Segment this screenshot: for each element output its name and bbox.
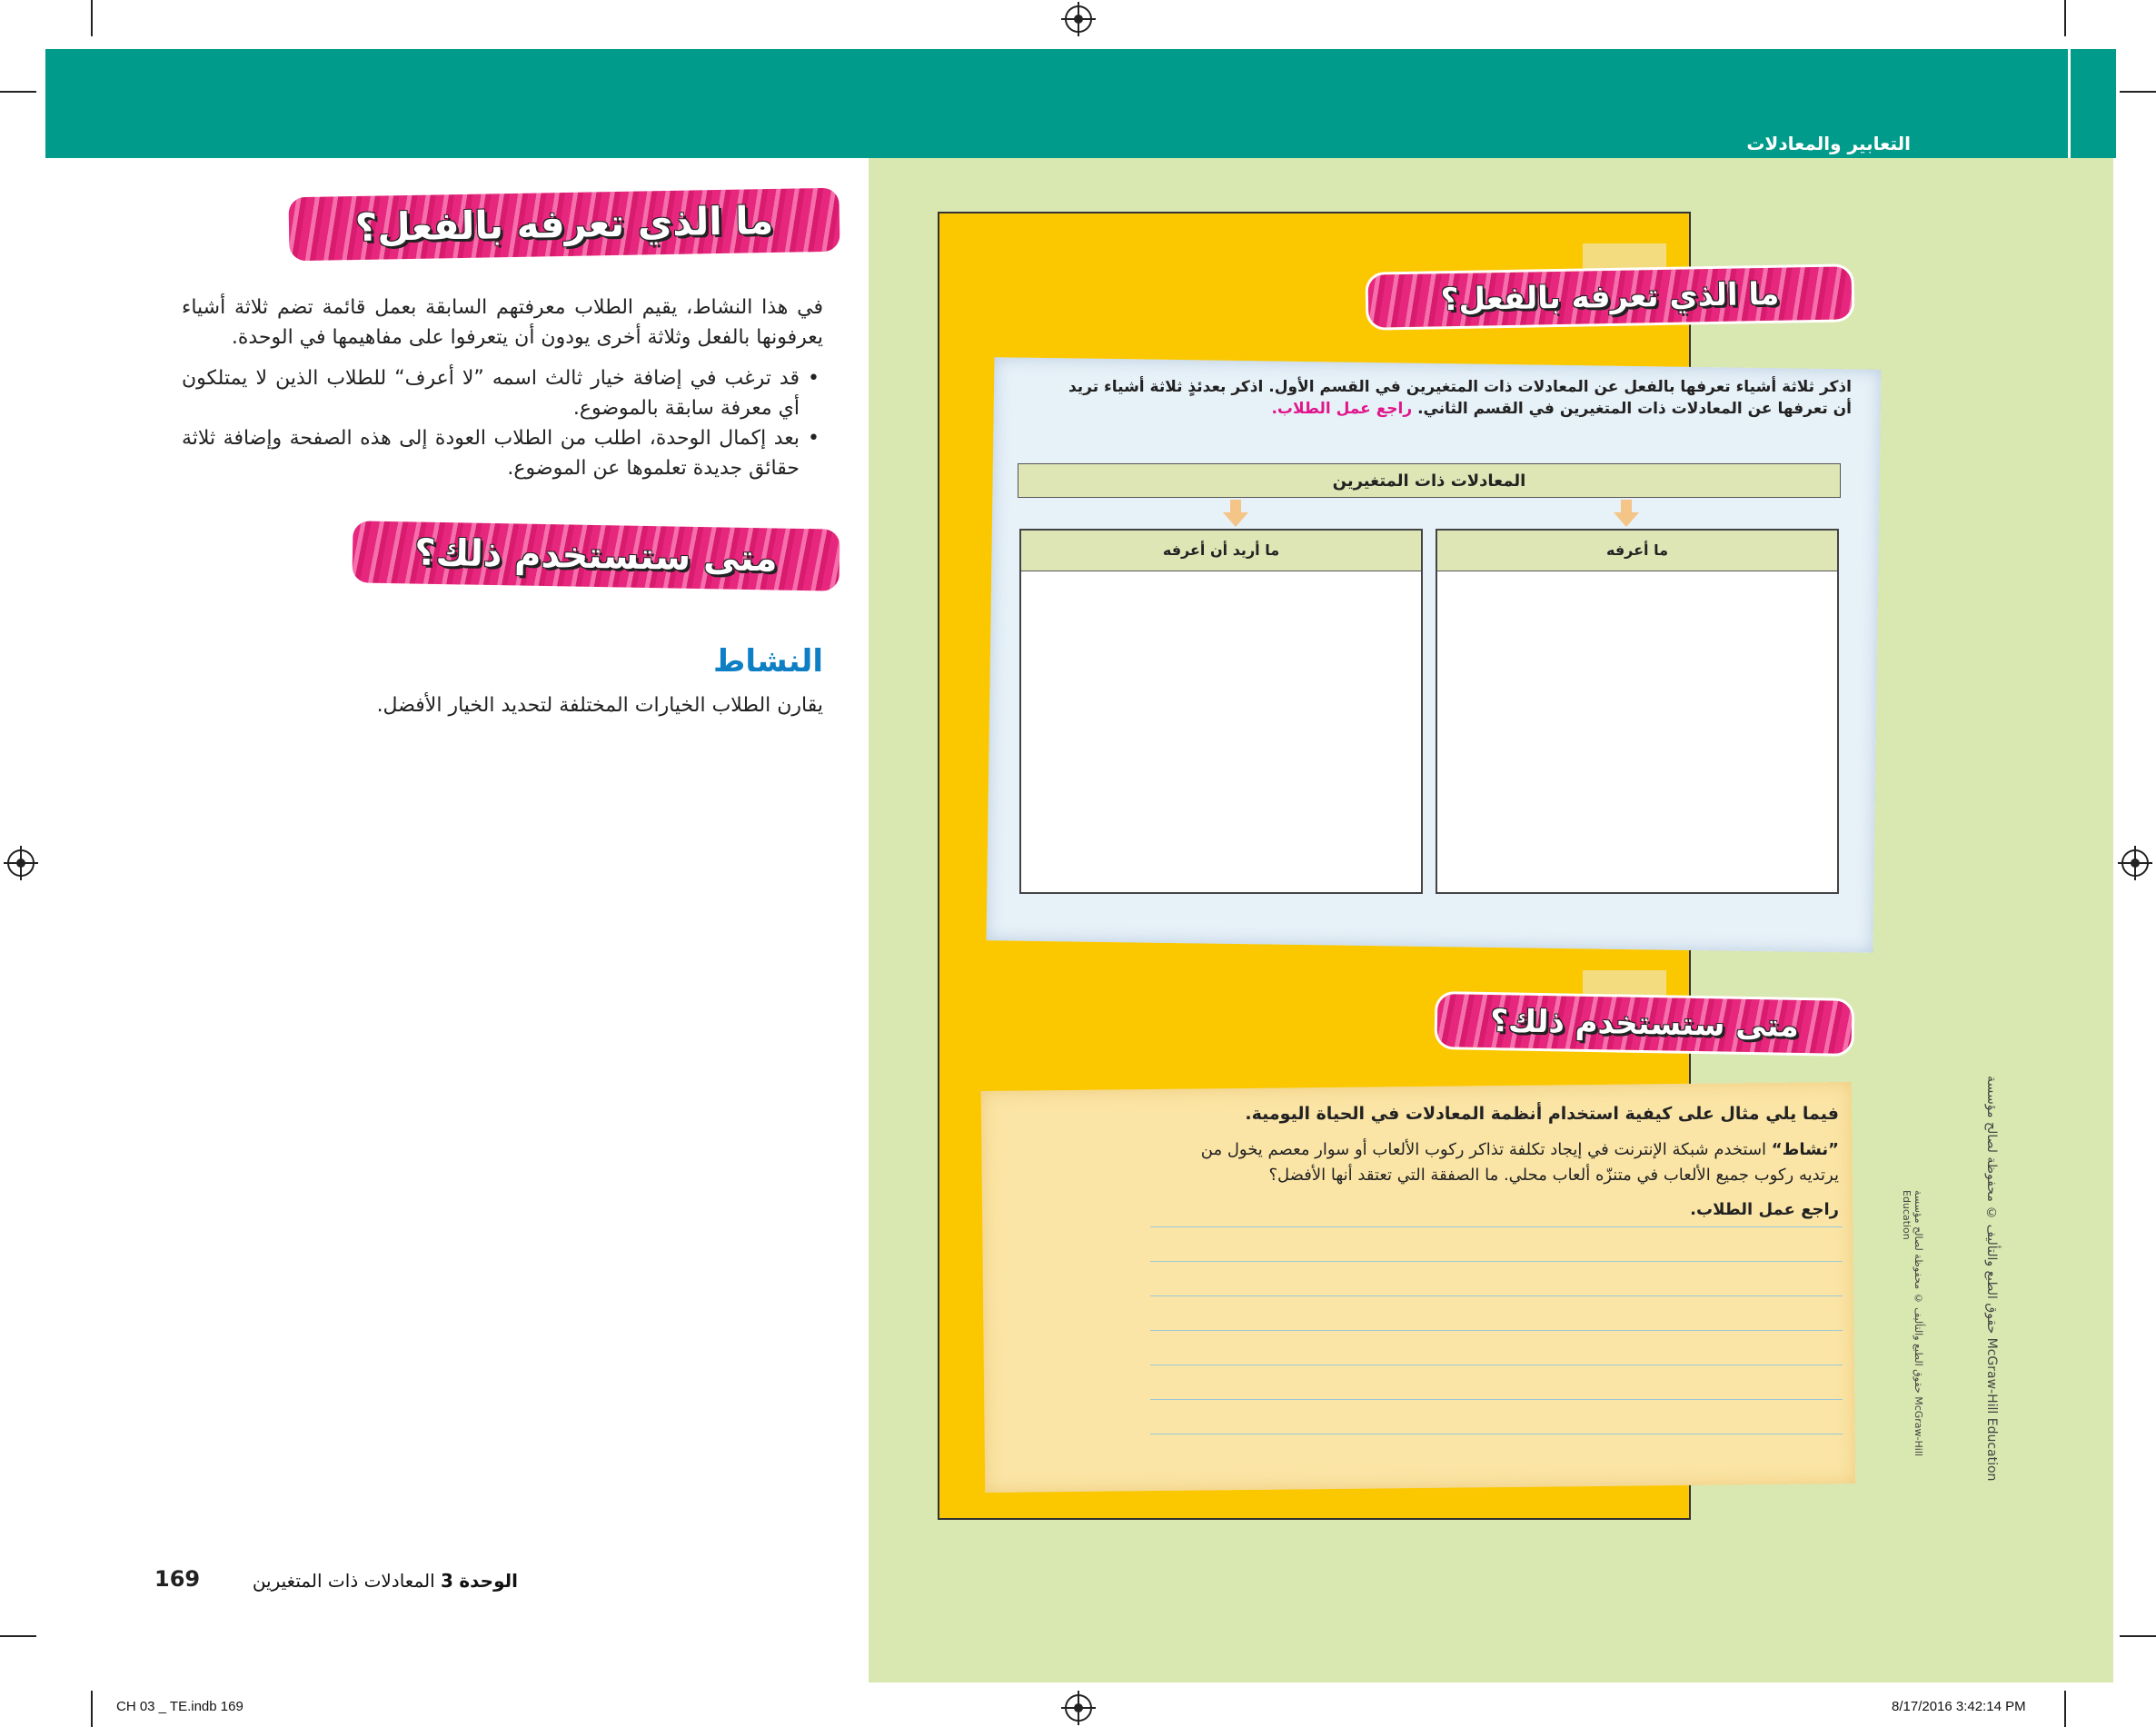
unit-label: الوحدة <box>459 1570 518 1592</box>
activity-label: ”نشاط“ <box>1771 1140 1839 1159</box>
instructions-text: اذكر ثلاثة أشياء تعرفها بالفعل عن المعادلات ذات المتغيرين في القسم الأول. اذكر بعدئذٍ ثلاثة أشياء تريد أن تعرفها عن المعادلات ذات المتغيرين في القسم الثاني. <box>1068 378 1852 418</box>
slug-date: 8/17/2016 3:42:14 PM <box>1892 1699 2026 1714</box>
student-banner-what-you-know: ما الذي تعرفه بالفعل؟ <box>1368 266 1853 327</box>
know-want-instructions <box>1054 376 1852 420</box>
student-copyright: حقوق الطبع والتأليف © محفوظة لصالح مؤسسة McGraw-Hill Education <box>1901 1190 1924 1456</box>
answer-line <box>1150 1226 1843 1227</box>
crop-mark <box>2064 0 2066 36</box>
crop-mark <box>91 0 93 36</box>
answer-note: راجع عمل الطلاب. <box>1690 1200 1839 1219</box>
registration-mark-icon <box>7 849 35 877</box>
banner-when-use: متى ستستخدم ذلك؟ <box>352 521 840 591</box>
arrow-icon <box>1621 500 1632 512</box>
crop-mark <box>2120 91 2156 93</box>
want-column-header: ما أريد أن أعرفه <box>1021 531 1421 571</box>
registration-mark-icon <box>1065 1694 1092 1722</box>
registration-mark-icon <box>2121 849 2149 877</box>
example-activity <box>1172 1137 1839 1188</box>
intro-paragraph: في هذا النشاط، يقيم الطلاب معرفتهم السابقة بعمل قائمة تضم ثلاثة أشياء يعرفونها بالفعل وثلاثة أخرى يودون أن يتعرفوا على مفاهيمها في الوحدة. <box>182 296 823 349</box>
student-banner-when-use: متى ستستخدم ذلك؟ <box>1437 994 1853 1054</box>
activity-heading: النشاط <box>713 643 823 680</box>
slug-file: CH 03 _ TE.indb 169 <box>116 1699 243 1714</box>
topic-strip: المعادلات ذات المتغيرين <box>1018 463 1841 498</box>
unit-title: المعادلات ذات المتغيرين <box>252 1570 435 1592</box>
bullet-text: بعد إكمال الوحدة، اطلب من الطلاب العودة إلى هذه الصفحة وإضافة ثلاثة حقائق جديدة تعلموها عن الموضوع. <box>182 427 800 480</box>
activity-text: يقارن الطلاب الخيارات المختلفة لتحديد الخيار الأفضل. <box>376 694 823 717</box>
answer-line <box>1150 1399 1843 1400</box>
answer-line <box>1150 1295 1843 1296</box>
unit-number: 3 <box>441 1570 453 1592</box>
want-column <box>1019 529 1423 894</box>
crop-mark <box>2120 1635 2156 1637</box>
crop-mark <box>0 1635 36 1637</box>
footer-unit <box>154 1570 518 1592</box>
arrow-down-icon <box>1223 512 1248 527</box>
activity-text: استخدم شبكة الإنترنت في إيجاد تكلفة تذاكر ركوب الألعاب أو سوار معصم يخول من يرتديه ركوب جميع الألعاب في متنزّه ألعاب محلي. ما الصفقة التي تعتقد أنها الأفضل؟ <box>1200 1140 1839 1185</box>
bullet-dot-icon: • <box>808 367 820 390</box>
chapter-title: التعابير والمعادلات <box>1746 133 1911 154</box>
know-column <box>1436 529 1839 894</box>
bullet-item <box>182 423 820 483</box>
bullet-text: قد ترغب في إضافة خيار ثالث اسمه ”لا أعرف“ للطلاب الذين لا يمتلكون أي معرفة سابقة بالموضوع. <box>182 367 800 420</box>
registration-mark-icon <box>1065 5 1092 33</box>
bullet-dot-icon: • <box>808 427 820 450</box>
arrow-down-icon <box>1614 512 1639 527</box>
answer-line <box>1150 1330 1843 1331</box>
header-tab-strip <box>2068 49 2116 158</box>
bullet-item <box>182 363 820 423</box>
banner-what-you-know: ما الذي تعرفه بالفعل؟ <box>288 188 840 262</box>
know-column-header: ما أعرفه <box>1437 531 1837 571</box>
crop-mark <box>2064 1691 2066 1727</box>
example-heading: فيما يلي مثال على كيفية استخدام أنظمة المعادلات في الحياة اليومية. <box>1245 1104 1839 1124</box>
page-number: 169 <box>154 1566 201 1592</box>
arrow-icon <box>1230 500 1241 512</box>
crop-mark <box>0 91 36 93</box>
answer-note: راجع عمل الطلاب. <box>1271 400 1413 418</box>
crop-mark <box>91 1691 93 1727</box>
answer-line <box>1150 1261 1843 1262</box>
side-copyright: حقوق الطبع والتأليف © محفوظة لصالح مؤسسة McGraw-Hill Education <box>1984 1076 1999 1482</box>
